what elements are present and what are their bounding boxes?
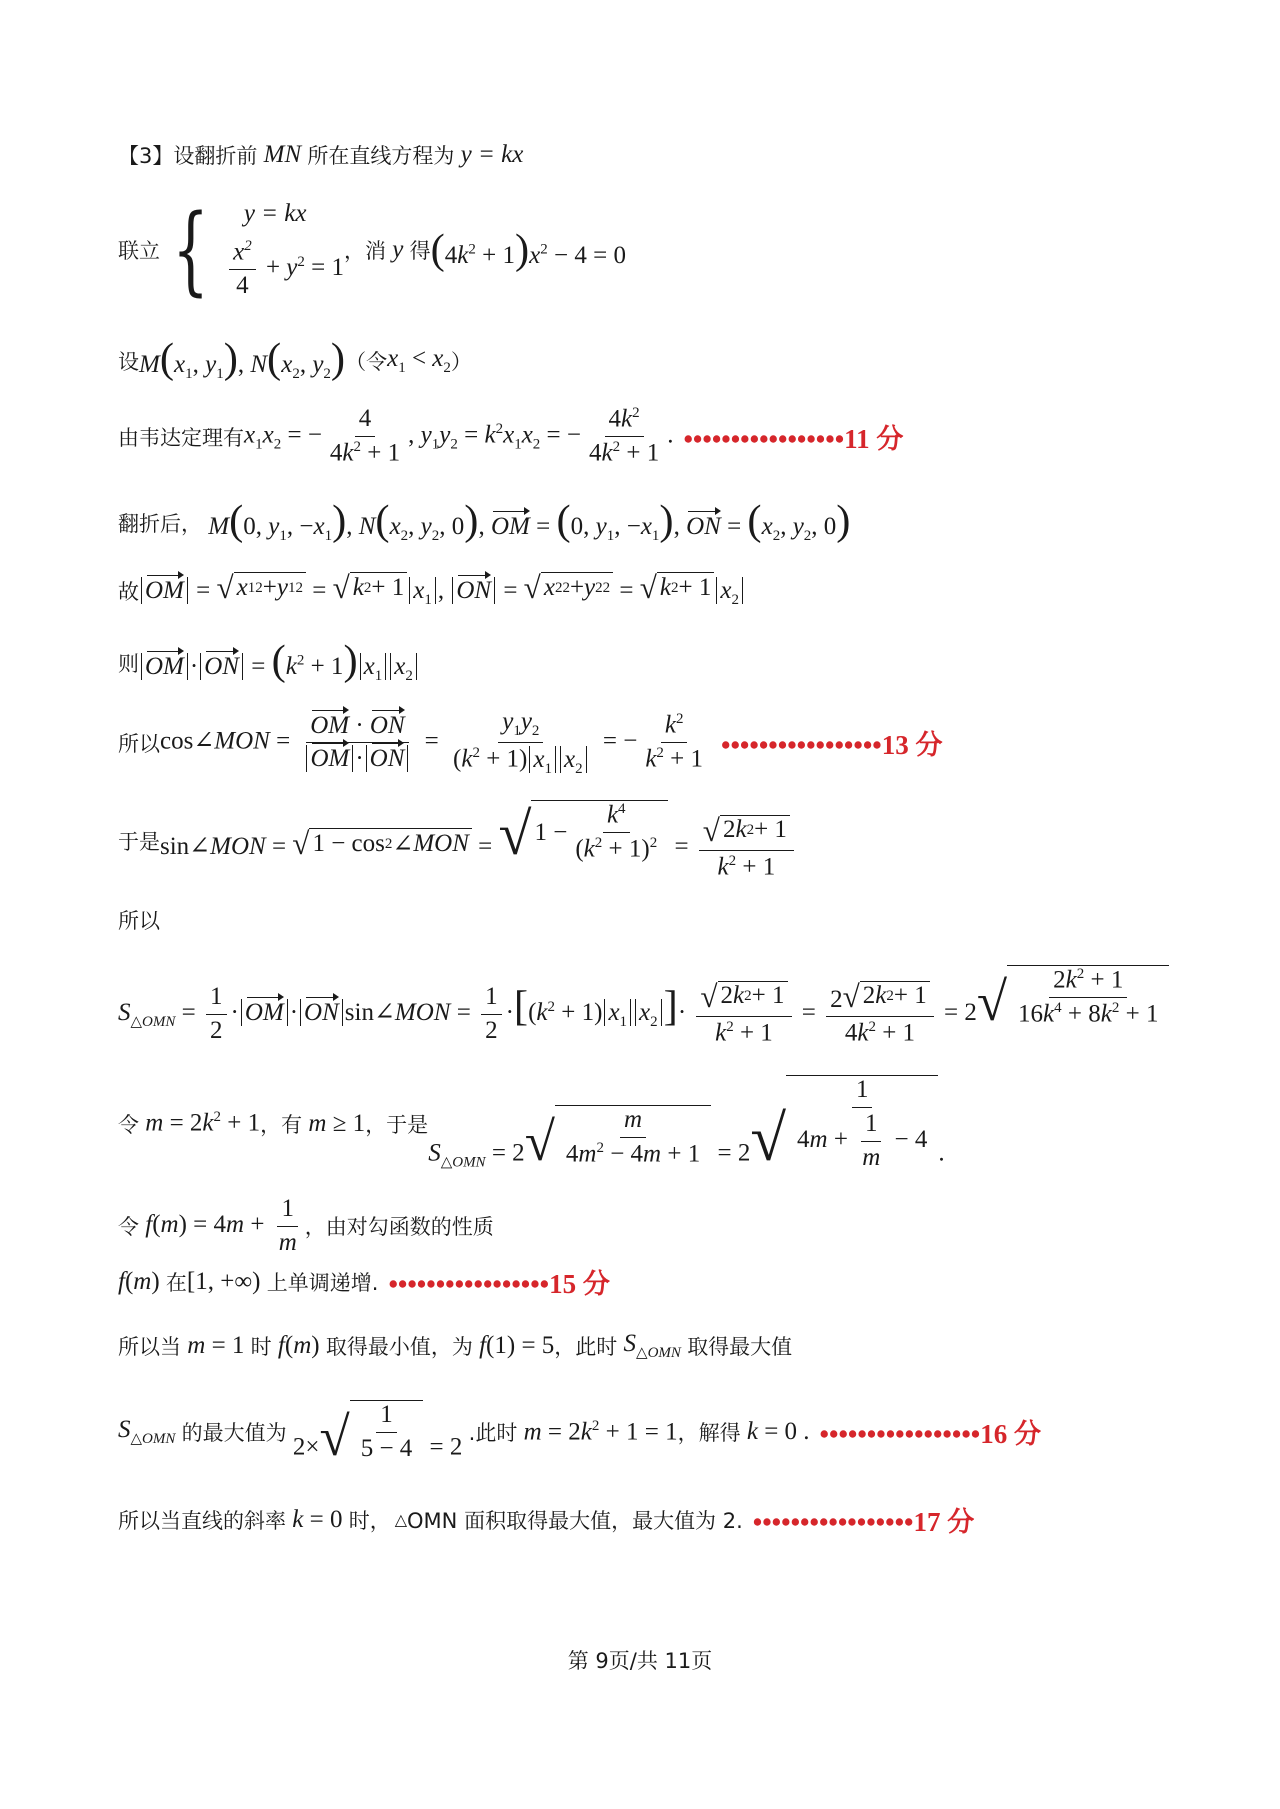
math: [1, +∞) xyxy=(186,1267,267,1295)
math: $S_{\triangle OMN} = 2$ √ $\frac{m}{4m^2 - 4m + 1}$ = 2 √ 1 4m + $\frac{1}{m}$ − 4 . xyxy=(428,1076,945,1176)
text: 于是 xyxy=(118,830,160,855)
math: y xyxy=(386,236,410,264)
text: 设 xyxy=(118,349,139,374)
line-fm xyxy=(118,1195,494,1258)
text: OMN 面积取得最大值，最大值为 2. xyxy=(407,1508,743,1533)
math: k = 0 . xyxy=(746,1417,810,1445)
text: 所以 xyxy=(118,731,160,756)
text: 时， xyxy=(348,1508,391,1533)
text: 取得最大值 xyxy=(687,1335,793,1359)
math: $(4k^2 + 1)x^2 - 4 = 0$ xyxy=(430,226,626,274)
line-min xyxy=(118,1330,792,1362)
line-substitute xyxy=(118,1075,945,1176)
math: OM = √ x 1 2 + y 1 2 = √ k 2 + 1 $x_1$ , ON = √ x 2 2 + y 2 2 = √ k 2 + 1 $x_2$ xyxy=(139,572,745,609)
line-maxvalue xyxy=(118,1400,1041,1467)
math: f(m) xyxy=(118,1267,166,1295)
math: m = 1 xyxy=(187,1332,251,1359)
text: ，解得 xyxy=(677,1420,741,1445)
text: 取得最小值，为 xyxy=(325,1335,473,1359)
text: 的最大值为 xyxy=(181,1420,287,1445)
text: 故 xyxy=(118,579,139,604)
score-mark: •••••••••••••••••16 分 xyxy=(819,1419,1041,1450)
line-vieta xyxy=(118,405,903,468)
line-area xyxy=(118,965,1169,1048)
page-footer: 第 9页/共 11页 xyxy=(567,1649,713,1673)
text: 所以当直线的斜率 xyxy=(118,1508,286,1533)
line-points xyxy=(118,335,472,383)
text: ，由对勾函数的性质 xyxy=(304,1215,494,1240)
math: y = kx xyxy=(454,141,524,168)
text: 所以当 xyxy=(118,1335,181,1359)
system: { y = kx $\frac{x^2}{4}$ + $y^2 = 1$ xyxy=(172,194,345,307)
math: $x_1x_2$ = − $\frac{4}{4k^2 + 1}$ , $y_1y_2 = k^2x_1x_2$ = − $\frac{4k^2}{4k^2 + 1}$ . xyxy=(244,405,674,467)
math: OM · ON = $(k^2 + 1)$ $x_1$ $x_2$ xyxy=(139,640,419,685)
text: 时 xyxy=(250,1335,272,1359)
line-sin xyxy=(118,800,798,882)
math: MN xyxy=(257,141,308,168)
text: 所在直线方程为 xyxy=(307,144,455,168)
math: m ≥ 1 xyxy=(308,1109,366,1137)
line-monotone xyxy=(118,1262,610,1301)
math: f(1) = 5 xyxy=(479,1332,555,1359)
math: sin∠MON = √ 1 − cos 2 ∠ MON = √ 1 − $\frac{k^4}{(k^2 + 1)^2}$ = √ 2 k 2 + 1 $k^2 + 1$ xyxy=(160,800,798,882)
text: ，消 xyxy=(344,239,387,264)
text: 联立 xyxy=(118,239,160,264)
math: M(0, $y_1$, $-x_1$), $N(x_2$, $y_2$, 0), OM = (0, $y_1$, $-x_1$), ON = ($x_2$, $y_2$, 0) xyxy=(208,497,851,544)
line-setup xyxy=(118,140,523,170)
text: 得 xyxy=(409,239,431,264)
math: $S_{\triangle OMN}$ xyxy=(118,1415,176,1447)
line-product xyxy=(118,637,419,685)
line-system xyxy=(118,194,626,307)
text: 由韦达定理有 xyxy=(118,425,244,450)
text: ，此时 xyxy=(554,1335,618,1359)
math: $m = 2k^2 + 1$ xyxy=(145,1109,261,1137)
math: f(m) = 4m + $\frac{1}{m}$ xyxy=(145,1195,297,1256)
text: 所以 xyxy=(118,909,160,933)
text: .此时 xyxy=(468,1420,518,1445)
line-magnitudes xyxy=(118,572,745,609)
math: $S_{\triangle OMN}$ = $\frac{1}{2}$ · OM · ON sin∠MON = $\frac{1}{2}$ $\cdot[(k^2 + 1)$ $x_1$ $x_2$ ]· √ 2 k 2 + 1 $k^2 + 1$ = 2 √ 2 k 2 + 1 $4k^2 + 1$ = 2 √ $\frac{2k^2 + 1}{16k^4 + 8k^2 + 1}$ xyxy=(118,965,1169,1048)
math: $S_{\triangle OMN}$ xyxy=(623,1330,681,1361)
line-final xyxy=(118,1500,974,1539)
math: 2× √ $\frac{1}{5 - 4}$ = 2 xyxy=(286,1401,469,1467)
text: （令 xyxy=(345,349,388,374)
line-cos xyxy=(118,708,942,778)
text: 在 xyxy=(165,1270,187,1295)
math: k = 0 xyxy=(292,1505,349,1533)
text: 上单调递增. xyxy=(266,1270,379,1295)
math: $x_1 < x_2$ xyxy=(387,344,451,376)
text: 令 xyxy=(118,1112,139,1137)
text: 翻折后， xyxy=(118,511,202,536)
math: cos∠MON = $\frac{OM \cdot ON}{OM \cdot ON}$ = $\frac{y_1y_2}{(k^2 + 1) x_1 x_2}$ = − $\frac{k^2}{k^2 + 1}$ xyxy=(160,708,704,777)
score-mark: •••••••••••••••••13 分 xyxy=(721,730,943,761)
text: ，有 xyxy=(260,1112,303,1137)
score-mark: •••••••••••••••••17 分 xyxy=(752,1507,975,1537)
score-mark: •••••••••••••••••11 分 xyxy=(683,424,904,455)
text: 【3】设翻折前 xyxy=(118,144,258,168)
line-suoyi xyxy=(118,905,160,935)
math: $M(x_1$, $y_1$), $N(x_2$, $y_2$) xyxy=(139,335,346,382)
text: 则 xyxy=(118,651,139,676)
text: 令 xyxy=(118,1215,139,1240)
score-mark: •••••••••••••••••15 分 xyxy=(388,1269,610,1299)
text: ） xyxy=(450,349,472,374)
math: $m = 2k^2 + 1 = 1$ xyxy=(523,1417,678,1445)
line-fold xyxy=(118,497,851,545)
math: f(m) xyxy=(277,1332,326,1359)
text: ，于是 xyxy=(365,1112,429,1137)
math: △ xyxy=(390,1511,408,1529)
